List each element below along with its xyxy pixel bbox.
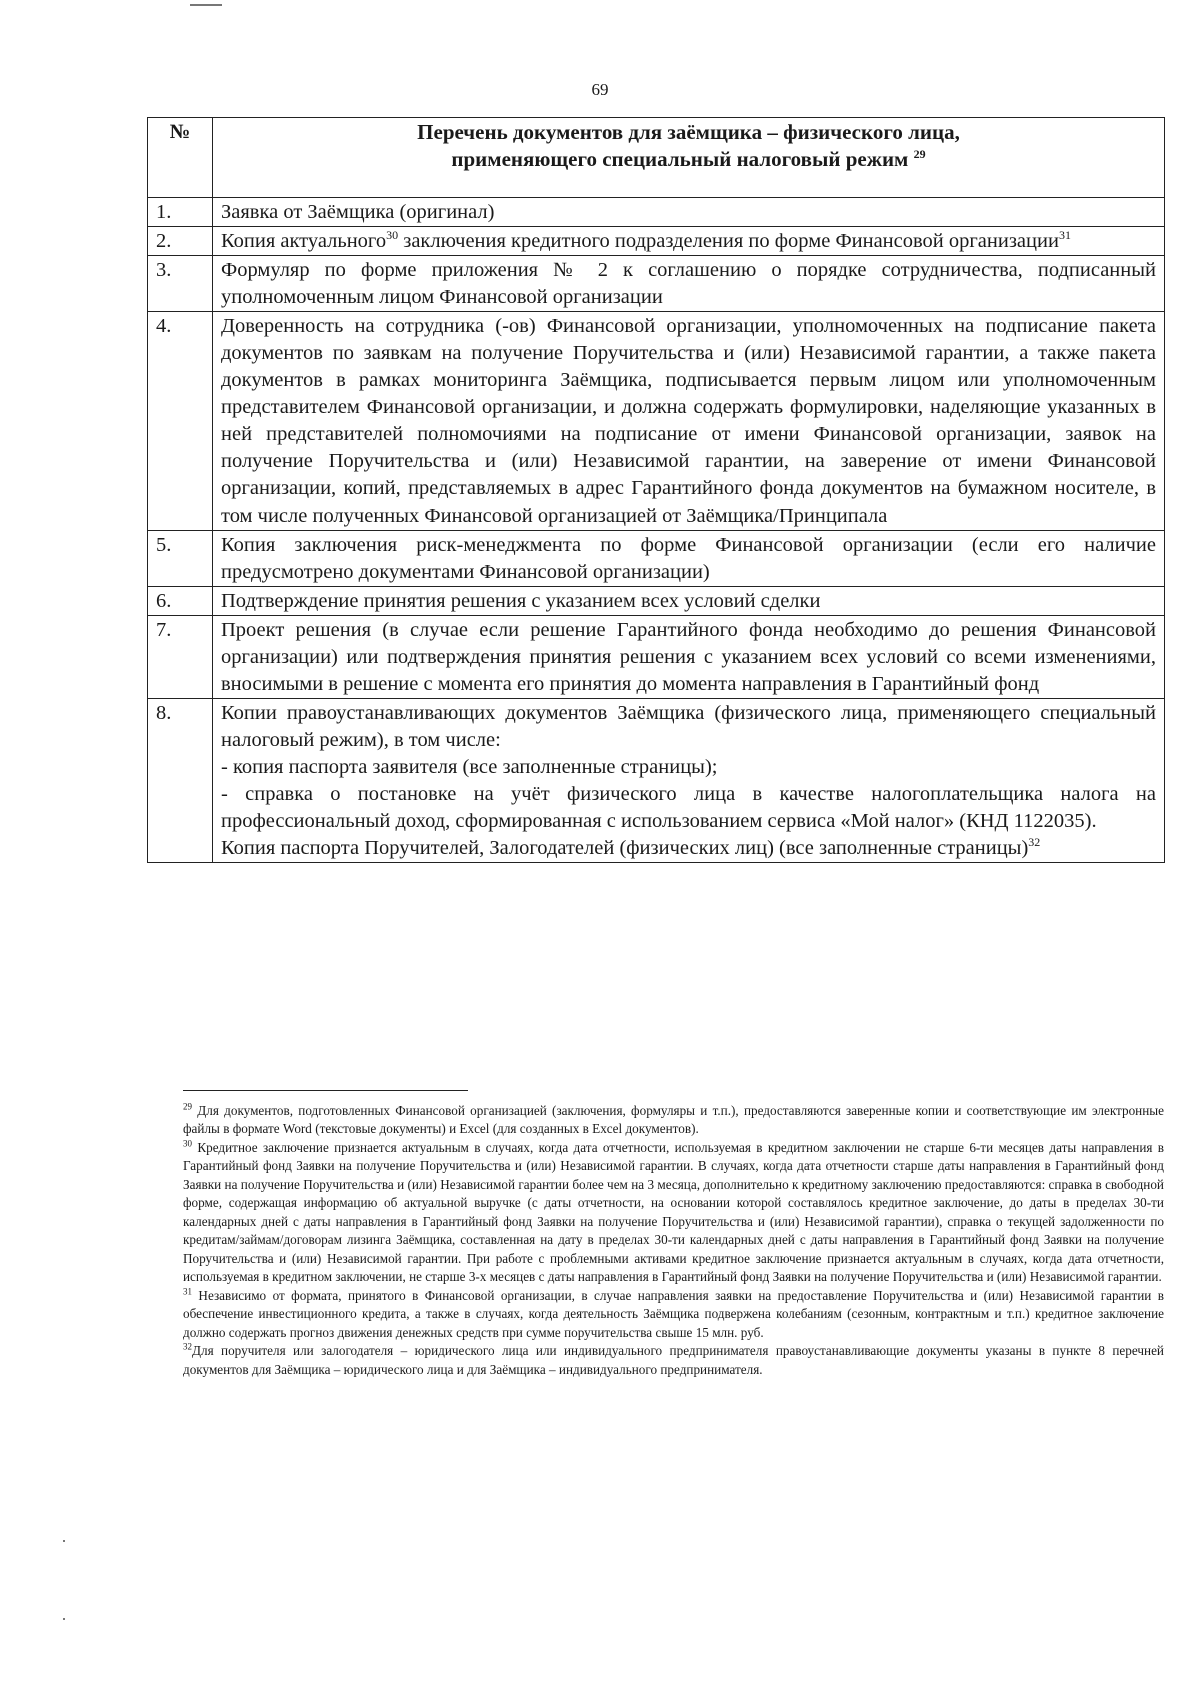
row-text: Проект решения (в случае если решение Гарантийного фонда необходимо до решения Финансовой организации) или подтверждения принятия решения с указанием всех условий со всеми изменениями, вносимыми в решение с момента его принятия до момента направления в Гарантийный фонд [213, 615, 1165, 698]
footnote-ref: 29 [913, 147, 926, 162]
row-number: 6. [148, 586, 213, 615]
row-text: Доверенность на сотрудника (-ов) Финансовой организации, уполномоченных на подписание пакета документов по заявкам на получение Поручительства и (или) Независимой гарантии, а также пакета документов в рамках мониторинга Заёмщика, подписывается первым лицом или уполномоченным представителем Финансовой организации, и должна содержать формулировки, наделяющие указанных в ней представителей полномочиями на подписание от имени Финансовой организации, заявок на получение Поручительства и (или) Независимой гарантии, на заверение от имени Финансовой организации, копий, представляемых в адрес Гарантийного фонда документов на бумажном носителе, в том числе полученных Финансовой организацией от Заёмщика/Принципала [213, 312, 1165, 530]
footnote-ref: 30 [386, 228, 399, 243]
footnote-number: 31 [183, 1286, 192, 1297]
footnote-number: 29 [183, 1101, 192, 1112]
row-number: 5. [148, 530, 213, 586]
header-number: № [148, 118, 213, 198]
footnote [183, 1342, 1164, 1379]
table-title-line2: применяющего специальный налоговый режим [451, 147, 909, 172]
table-row [148, 256, 1165, 312]
row-text [213, 698, 1165, 862]
table-row [148, 615, 1165, 698]
table-row [148, 586, 1165, 615]
footnote-text: Для документов, подготовленных Финансовой организацией (заключения, формуляры и т.п.), предоставляются заверенные копии и соответствующие им электронные файлы в формате Word (текстовые документы) и Excel (для созданных в Excel документов). [183, 1103, 1164, 1137]
row-list-item: - копия паспорта заявителя (все заполненные страницы); [221, 755, 718, 778]
footnote-number: 32 [183, 1341, 192, 1352]
table-row [148, 530, 1165, 586]
table-header-row [148, 118, 1165, 198]
footnotes [183, 1102, 1164, 1379]
table-title [213, 118, 1165, 198]
footnote [183, 1287, 1164, 1342]
row-text: Формуляр по форме приложения № 2 к соглашению о порядке сотрудничества, подписанный уполномоченным лицом Финансовой организации [213, 256, 1165, 312]
row-number: 2. [148, 227, 213, 256]
footnote-number: 30 [183, 1138, 192, 1149]
footnote-text: Независимо от формата, принятого в Финансовой организации, в случае направления заявки на предоставление Поручительства и (или) Независимой гарантии в обеспечение инвестиционного кредита, а также в случаях, когда деятельность Заёмщика подвержена колебаниям (сезонным, контрактным и т.п.) кредитное заключение должно содержать прогноз движения денежных средств при сумме поручительства свыше 15 млн. руб. [183, 1287, 1164, 1340]
table-row [148, 312, 1165, 530]
page-number: 69 [591, 80, 609, 99]
table-row [148, 198, 1165, 227]
row-number: 3. [148, 256, 213, 312]
row-list-item [221, 835, 1156, 862]
row-intro: Копии правоустанавливающих документов Заёмщика (физического лица, применяющего специальный налоговый режим), в том числе: [221, 701, 1156, 751]
scan-artifact [190, 4, 222, 6]
row-text: Заявка от Заёмщика (оригинал) [213, 198, 1165, 227]
row-text: Копия заключения риск-менеджмента по форме Финансовой организации (если его наличие предусмотрено документами Финансовой организации) [213, 530, 1165, 586]
documents-table [147, 117, 1165, 863]
table-row [148, 227, 1165, 256]
row-number: 1. [148, 198, 213, 227]
footnote [183, 1102, 1164, 1139]
scan-artifact [63, 1618, 65, 1620]
row-text-part: заключения кредитного подразделения по форме Финансовой организации [398, 230, 1059, 253]
footnote-separator [183, 1090, 468, 1091]
row-list-item: - справка о постановке на учёт физического лица в качестве налогоплательщика налога на профессиональный доход, сформированная с использованием сервиса «Мой налог» (КНД 1122035). [221, 782, 1156, 833]
row-number: 7. [148, 615, 213, 698]
row-text: Подтверждение принятия решения с указанием всех условий сделки [213, 586, 1165, 615]
footnote-ref: 31 [1058, 228, 1071, 243]
row-number: 8. [148, 698, 213, 862]
row-text-part: Копия паспорта Поручителей, Залогодателей (физических лиц) (все заполненные страницы) [221, 837, 1029, 860]
row-text-part: Копия актуального [221, 230, 387, 253]
footnote-ref: 32 [1028, 835, 1041, 850]
row-number: 4. [148, 312, 213, 530]
footnote-text: Для поручителя или залогодателя – юридического лица или индивидуального предпринимателя правоустанавливающие документы указаны в пункте 8 перечней документов для Заёмщика – юридического лица и для Заёмщика – индивидуального предпринимателя. [183, 1343, 1164, 1377]
table-row [148, 698, 1165, 862]
table-title-line1: Перечень документов для заёмщика – физического лица, [417, 120, 960, 144]
row-text [213, 227, 1165, 256]
footnote [183, 1139, 1164, 1287]
footnote-text: Кредитное заключение признается актуальным в случаях, когда дата отчетности, используемая в кредитном заключении не старше 6-ти месяцев даты направления в Гарантийный фонд Заявки на получение Поручительства и (или) Независимой гарантии. В случаях, когда дата отчетности старше даты направления в Гарантийный фонд Заявки на получение Поручительства и (или) Независимой гарантии более чем на 3 месяца, дополнительно к кредитному заключению предоставляются: справка в свободной форме, содержащая информацию об актуальной выручке (с даты отчетности, на основании которой составлялось кредитное заключение, до даты в пределах 30-ти календарных дней с даты направления в Гарантийный фонд Заявки на получение Поручительства и (или) Независимой гарантии), справка о текущей задолженности по кредитам/займам/договорам лизинга Заёмщика, составленная на дату в пределах 30-ти календарных дней с даты направления в Гарантийный фонд Заявки на получение Поручительства и (или) Независимой гарантии. При работе с проблемными активами кредитное заключение признается актуальным в случаях, когда дата отчетности, используемая в кредитном заключении, не старше 3-х месяцев с даты направления в Гарантийный фонд Заявки на получение Поручительства и (или) Независимой гарантии. [183, 1139, 1165, 1285]
scan-artifact [63, 1540, 65, 1542]
